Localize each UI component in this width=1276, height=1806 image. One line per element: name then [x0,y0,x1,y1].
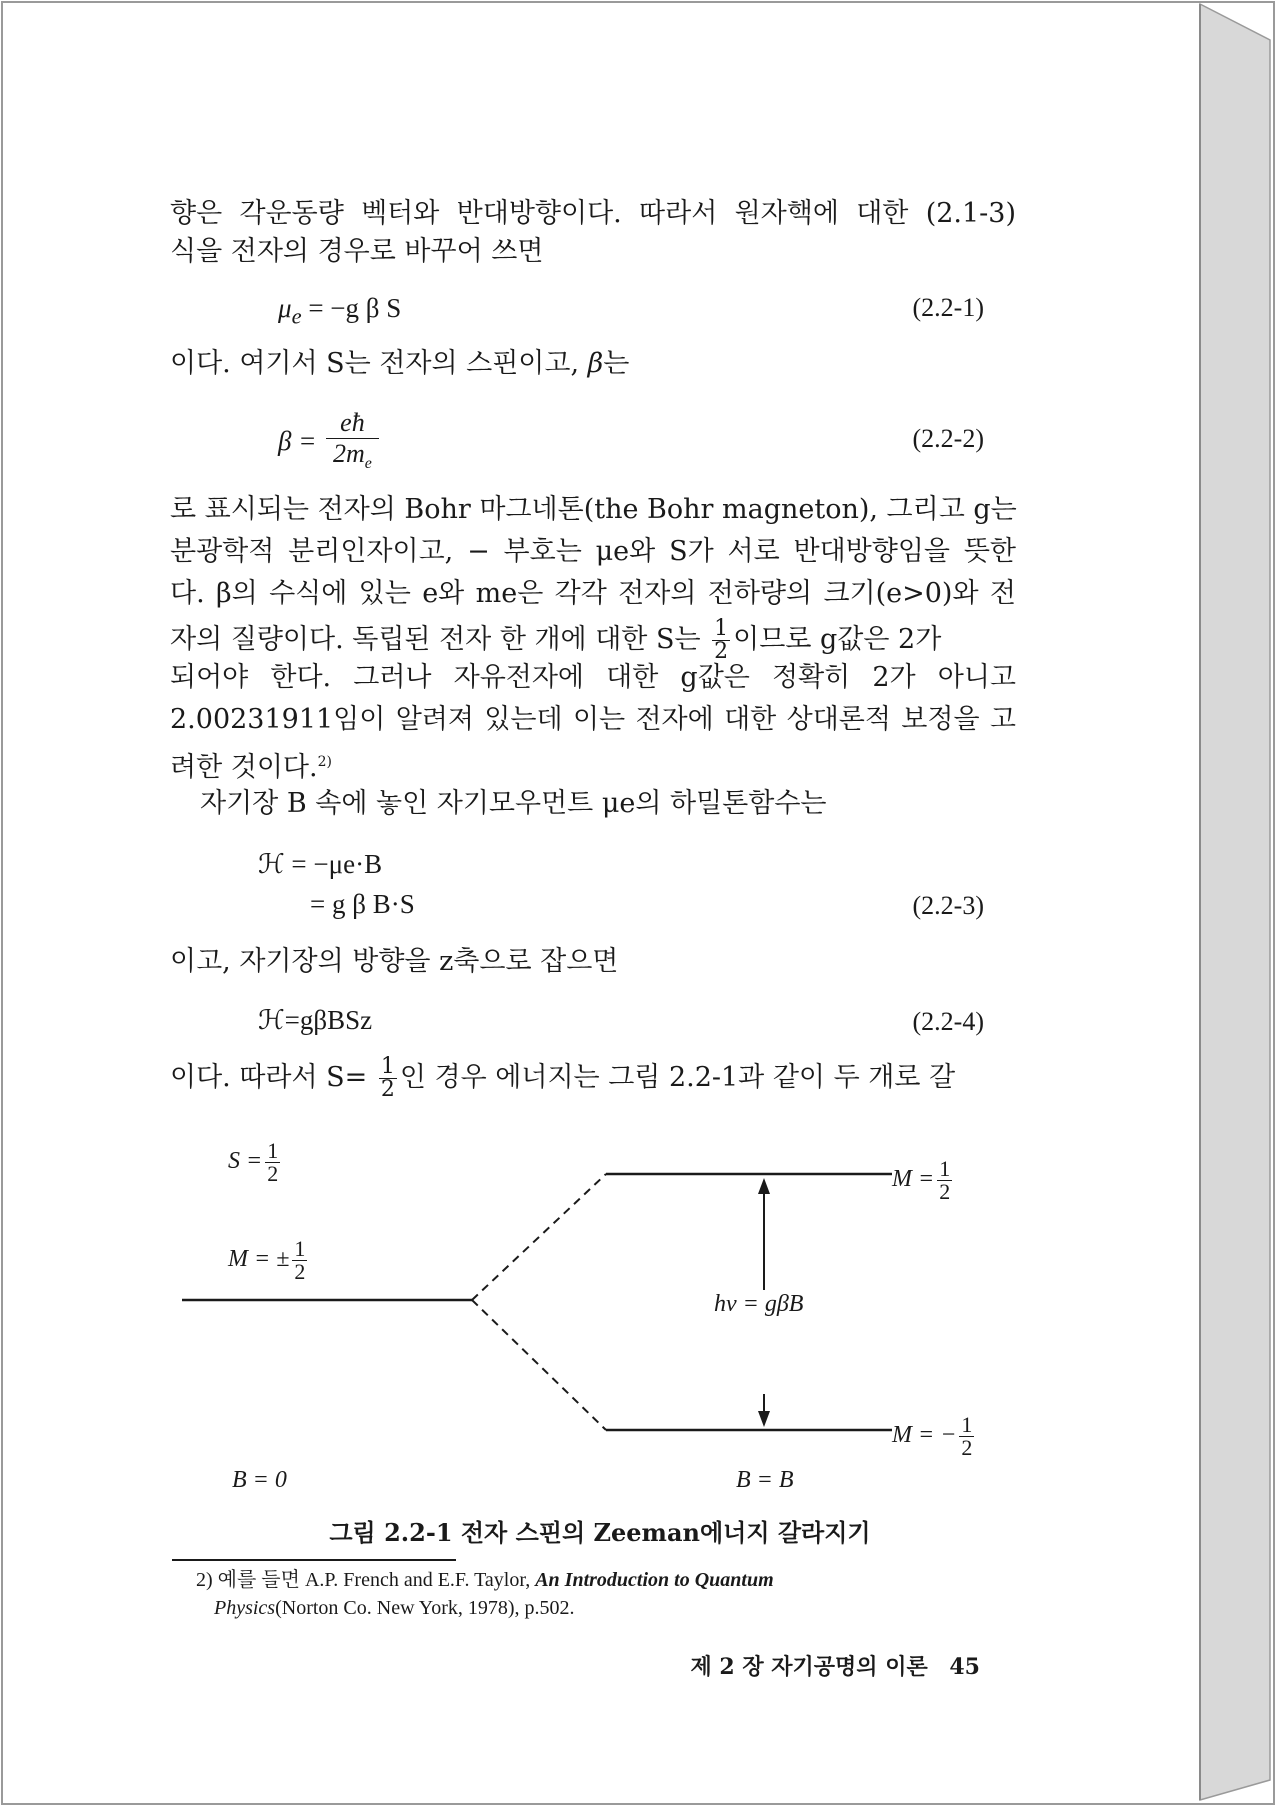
text-span: 이다. 따라서 S= [170,1062,368,1093]
page-number: 45 [949,1654,980,1680]
equation-number: (2.2-3) [912,891,984,920]
text-span: 려한 것이다. [170,752,318,783]
body-line: 이고, 자기장의 방향을 z축으로 잡으면 [170,946,619,977]
equation-2-2-3-line1: ℋ = −μe·B [258,849,383,879]
fraction-one-half: $\frac{1}{2}$ [380,1054,395,1102]
body-line: 향은 각운동량 벡터와 반대방향이다. 따라서 원자핵에 대한 (2.1-3) [170,198,1016,229]
body-line: 식을 전자의 경우로 바꾸어 쓰면 [170,236,544,267]
applied-field-label: B = B [736,1467,794,1493]
transition-energy-label: hν = gβB [714,1291,804,1317]
footnote-reference: 2) [317,754,332,770]
eq-rhs: = −g β S [308,293,402,323]
eq-lhs: β = [278,425,317,456]
chapter-title: 제 2 장 자기공명의 이론 [690,1654,928,1680]
beta-symbol: β [587,348,604,379]
book-title: An Introduction to Quantum [535,1569,774,1591]
text-span: 이므로 g값은 2가 [733,624,942,655]
text-span: 는 [603,348,630,379]
page-footer [690,1650,980,1681]
text-span: 자의 질량이다. 독립된 전자 한 개에 대한 S는 [170,624,701,655]
body-line: 2.00231911임이 알려져 있는데 이는 전자에 대한 상대론적 보정을 고 [170,704,1016,735]
fraction-one-half: $\frac{1}{2}$ [714,616,729,664]
equation-number: (2.2-4) [912,1007,984,1036]
body-line: 되어야 한다. 그러나 자유전자에 대한 g값은 정확히 2가 아니고 [170,662,1016,693]
equation-2-2-3-line2: = g β B·S [310,889,415,919]
eq-symbol: μ [278,293,292,323]
m-lower-label: M = − $\frac{1}{2}$ [892,1412,973,1460]
zero-field-label: B = 0 [232,1467,287,1493]
body-line: 로 표시되는 전자의 Bohr 마그네톤(the Bohr magneton), 그리고 g는 [170,494,1017,525]
m-upper-label: M = $\frac{1}{2}$ [892,1156,951,1204]
footnote-line [196,1566,774,1594]
body-line: 다. β의 수식에 있는 e와 me은 각각 전자의 전하량의 크기(e>0)와 전 [170,578,1016,609]
equation-number: (2.2-2) [912,424,984,453]
text-span: 인 경우 에너지는 그림 2.2-1과 같이 두 개로 갈 [399,1062,956,1093]
book-title: Physics [214,1597,276,1619]
eq-subscript: e [291,303,302,329]
fraction-numerator: eħ [326,408,379,439]
text-span: 이다. 여기서 S는 전자의 스핀이고, [170,348,580,379]
equation-2-2-4: ℋ=gβBSz [258,1005,373,1035]
body-line: 분광학적 분리인자이고, − 부호는 μe와 S가 서로 반대방향임을 뜻한 [170,536,1016,567]
spin-label: S = $\frac{1}{2}$ [228,1138,279,1186]
figure-caption: 그림 2.2-1 전자 스핀의 Zeeman에너지 갈라지기 [329,1518,871,1547]
m-plus-minus-label: M = ± $\frac{1}{2}$ [228,1236,306,1284]
text-span: (Norton Co. New York, 1978), p.502. [275,1597,575,1619]
footnote-line [214,1594,575,1622]
body-line: 자기장 B 속에 놓인 자기모우먼트 μe의 하밀톤함수는 [200,788,827,819]
text-span: 2) 예를 들면 A.P. French and E.F. Taylor, [196,1569,531,1591]
fraction-denominator: $2m_e$ [333,439,372,473]
equation-number: (2.2-1) [912,293,984,322]
